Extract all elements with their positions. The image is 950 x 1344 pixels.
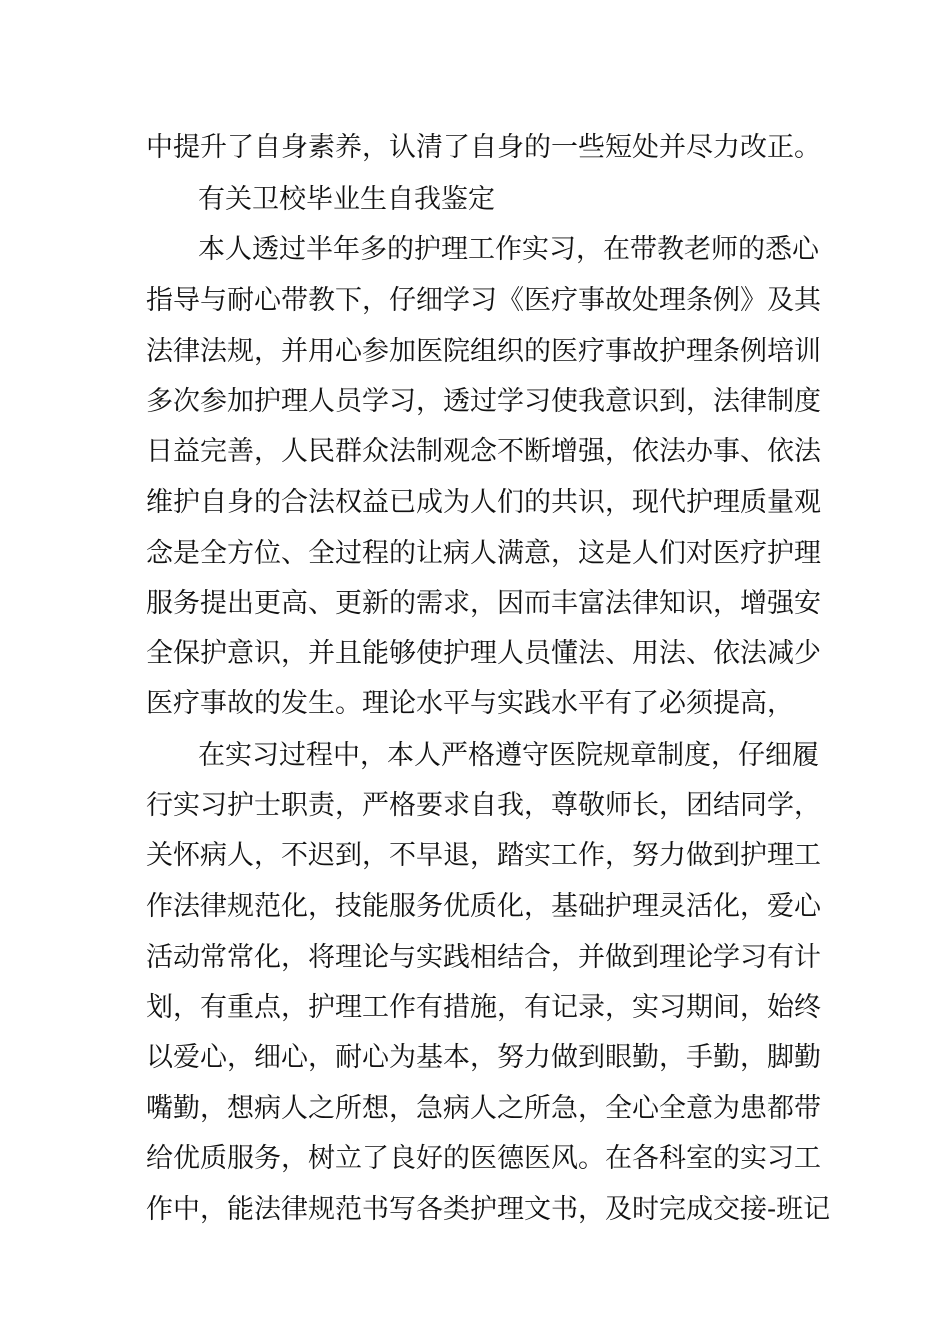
paragraph-text: 嘴勤，想病人之所想，急病人之所急，全心全意为患都带 <box>146 1093 821 1124</box>
paragraph-text: 行实习护士职责，严格要求自我，尊敬师长，团结同学， <box>146 790 821 821</box>
paragraph-text: 日益完善，人民群众法制观念不断增强，依法办事、依法 <box>146 436 821 467</box>
text-line <box>0 887 950 927</box>
text-line <box>0 634 950 674</box>
text-line <box>0 786 950 826</box>
section-heading: 有关卫校毕业生自我鉴定 <box>198 184 495 215</box>
paragraph-text: 多次参加护理人员学习，透过学习使我意识到，法律制度 <box>146 386 821 417</box>
paragraph-text: 给优质服务，树立了良好的医德医风。在各科室的实习工 <box>146 1143 821 1174</box>
paragraph-text: 全保护意识，并且能够使护理人员懂法、用法、依法减少 <box>146 638 821 669</box>
paragraph-text: 划，有重点，护理工作有措施，有记录，实习期间，始终 <box>146 992 821 1023</box>
text-line <box>0 332 950 372</box>
text-line <box>0 988 950 1028</box>
text-line <box>0 1190 950 1230</box>
paragraph-text: 念是全方位、全过程的让病人满意，这是人们对医疗护理 <box>146 538 821 569</box>
text-line <box>0 736 950 776</box>
paragraph-text: 活动常常化，将理论与实践相结合，并做到理论学习有计 <box>146 942 821 973</box>
paragraph-text: 维护自身的合法权益已成为人们的共识，现代护理质量观 <box>146 487 821 518</box>
text-line <box>0 1089 950 1129</box>
paragraph-text: 服务提出更高、更新的需求，因而丰富法律知识，增强安 <box>146 588 821 619</box>
text-line <box>0 483 950 523</box>
paragraph-text: 指导与耐心带教下，仔细学习《医疗事故处理条例》及其 <box>146 285 821 316</box>
paragraph-text: 本人透过半年多的护理工作实习，在带教老师的悉心 <box>198 234 819 265</box>
text-line <box>0 128 950 168</box>
paragraph-text: 在实习过程中，本人严格遵守医院规章制度，仔细履 <box>198 740 819 771</box>
paragraph-text: 以爱心，细心，耐心为基本，努力做到眼勤，手勤，脚勤 <box>146 1042 821 1073</box>
paragraph-text: 作法律规范化，技能服务优质化，基础护理灵活化，爱心 <box>146 891 821 922</box>
paragraph-text: 作中，能法律规范书写各类护理文书，及时完成交接-班记 <box>146 1194 831 1225</box>
text-line <box>0 938 950 978</box>
text-line <box>0 1139 950 1179</box>
text-line <box>0 432 950 472</box>
text-line <box>0 534 950 574</box>
text-line <box>0 180 950 220</box>
paragraph-text: 医疗事故的发生。理论水平与实践水平有了必须提高， <box>146 688 794 719</box>
text-line <box>0 230 950 270</box>
text-line <box>0 684 950 724</box>
text-line <box>0 1038 950 1078</box>
paragraph-text: 法律法规，并用心参加医院组织的医疗事故护理条例培训 <box>146 336 821 367</box>
continuation-text: 中提升了自身素养，认清了自身的一些短处并尽力改正。 <box>146 132 821 163</box>
text-line <box>0 382 950 422</box>
paragraph-text: 关怀病人，不迟到，不早退，踏实工作，努力做到护理工 <box>146 840 821 871</box>
text-line <box>0 281 950 321</box>
text-line <box>0 584 950 624</box>
text-line <box>0 836 950 876</box>
